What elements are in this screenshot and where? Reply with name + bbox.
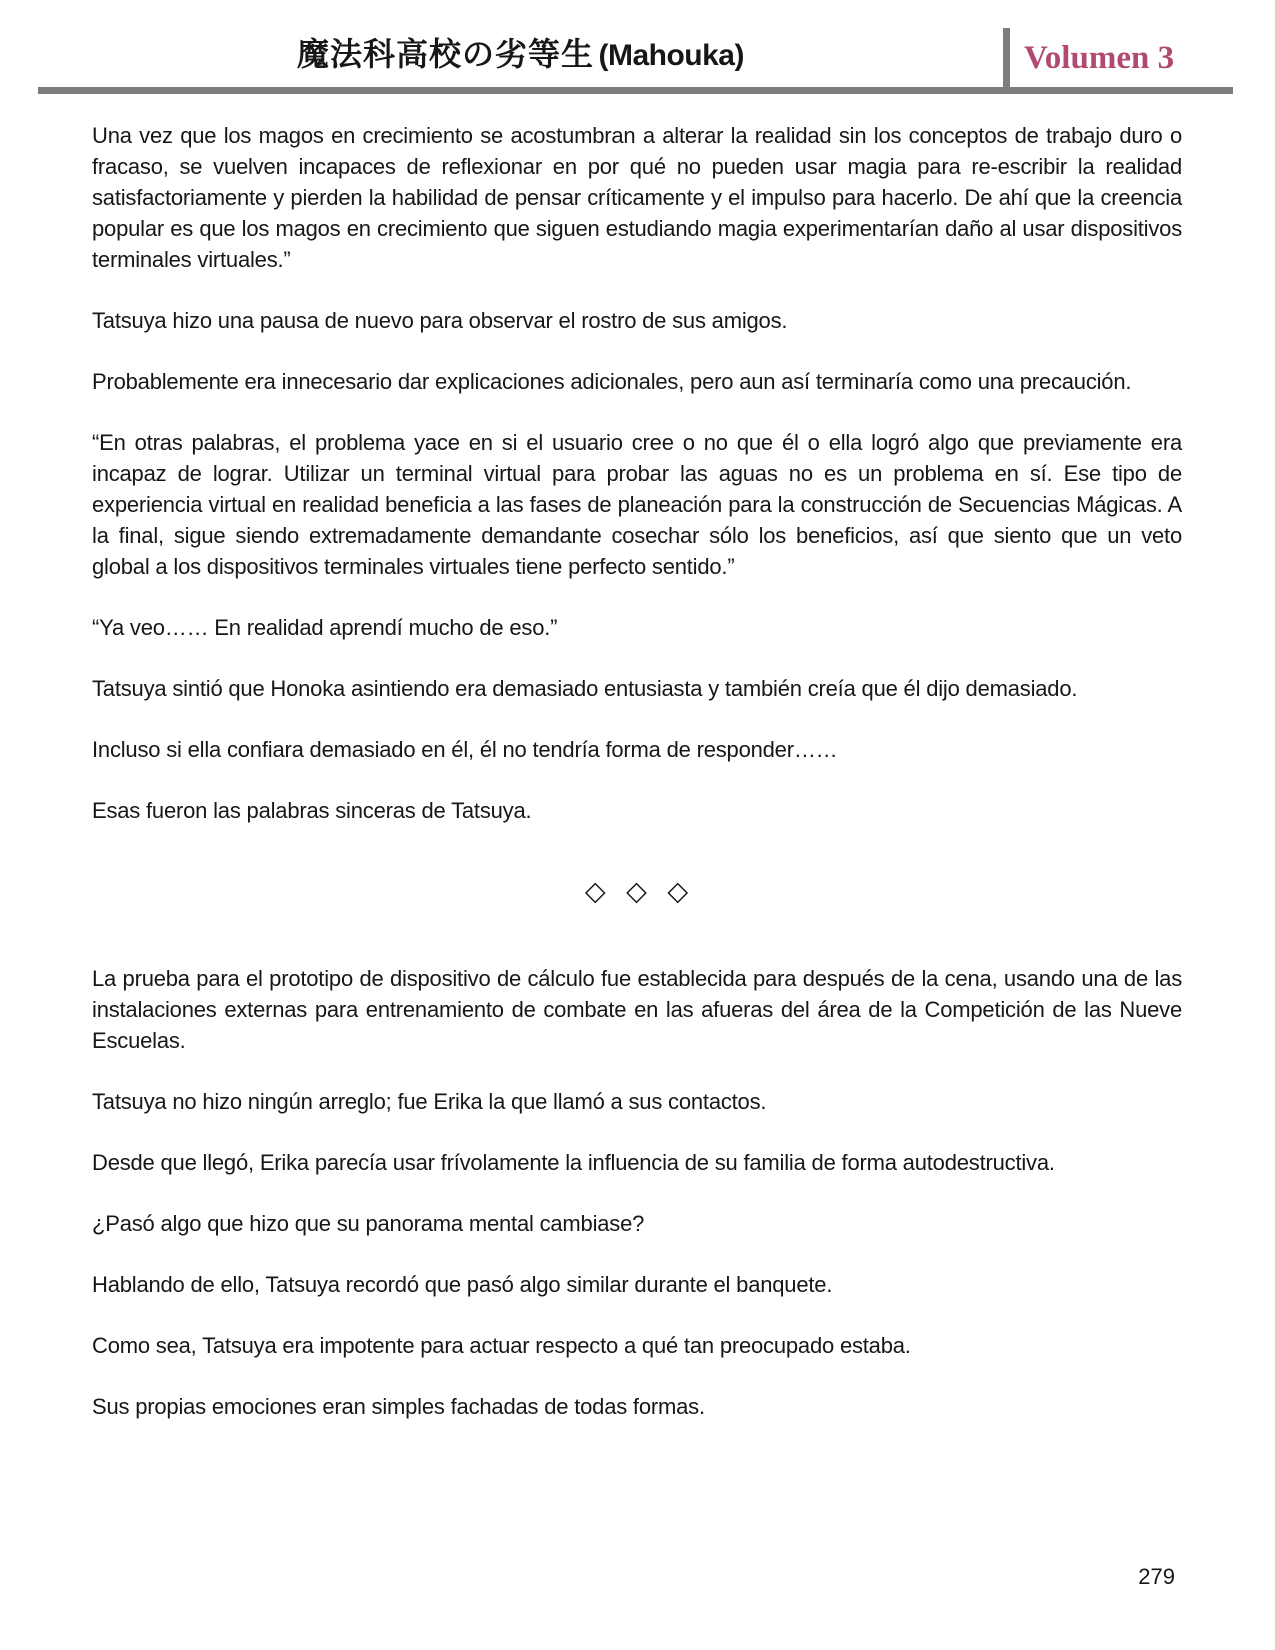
paragraph: Tatsuya no hizo ningún arreglo; fue Erika la que llamó a sus contactos. [92,1089,767,1114]
paragraph: Probablemente era innecesario dar explicaciones adicionales, pero aun así terminaría como una precaución. [92,369,1132,394]
paragraph: Hablando de ello, Tatsuya recordó que pasó algo similar durante el banquete. [92,1272,833,1297]
page-number: 279 [1138,1564,1175,1589]
paragraph: Incluso si ella confiara demasiado en él, él no tendría forma de responder…… [92,737,838,762]
page-content [0,94,1275,1422]
paragraph: Una vez que los magos en crecimiento se acostumbran a alterar la realidad sin los conceptos de trabajo duro o fracaso, se vuelven incapaces de reflexionar en por qué no pueden usar magia para re-escribir la realidad satisfactoriamente y pierden la habilidad de pensar críticamente y el impulso para hacerlo. De ahí que la creencia popular es que los magos en crecimiento que siguen estudiando magia experimentarían daño al usar dispositivos terminales virtuales.” [92,123,1182,272]
volume-label: Volumen 3 [1024,40,1175,76]
paragraph: La prueba para el prototipo de dispositivo de cálculo fue establecida para después de la cena, usando una de las instalaciones externas para entrenamiento de combate en las afueras del área de la Competición de las Nueve Escuelas. [92,966,1182,1053]
scene-separator: ◇ ◇ ◇ [584,876,690,906]
paragraph: “En otras palabras, el problema yace en si el usuario cree o no que él o ella logró algo que previamente era incapaz de lograr. Utilizar un terminal virtual para probar las aguas no es un problema en sí. Ese tipo de experiencia virtual en realidad beneficia a las fases de planeación para la construcción de Secuencias Mágicas. A la final, sigue siendo extremadamente demandante cosechar sólo los beneficios, así que siento que un veto global a los dispositivos terminales virtuales tiene perfecto sentido.” [92,430,1182,579]
document-title-japanese: 魔法科高校の劣等生 [297,35,595,73]
paragraph: Como sea, Tatsuya era impotente para actuar respecto a qué tan preocupado estaba. [92,1333,911,1358]
document-title-latin: (Mahouka) [598,39,744,72]
paragraph: Sus propias emociones eran simples fachadas de todas formas. [92,1394,705,1419]
document-title [38,29,1003,87]
header-vertical-divider [1003,28,1010,87]
paragraph: Desde que llegó, Erika parecía usar frívolamente la influencia de su familia de forma autodestructiva. [92,1150,1055,1175]
paragraph: “Ya veo…… En realidad aprendí mucho de eso.” [92,615,558,640]
paragraph: Tatsuya hizo una pausa de nuevo para observar el rostro de sus amigos. [92,308,788,333]
paragraph: ¿Pasó algo que hizo que su panorama mental cambiase? [92,1211,645,1236]
paragraph: Tatsuya sintió que Honoka asintiendo era demasiado entusiasta y también creía que él dijo demasiado. [92,676,1078,701]
page-header [38,0,1233,94]
paragraph: Esas fueron las palabras sinceras de Tatsuya. [92,798,532,823]
